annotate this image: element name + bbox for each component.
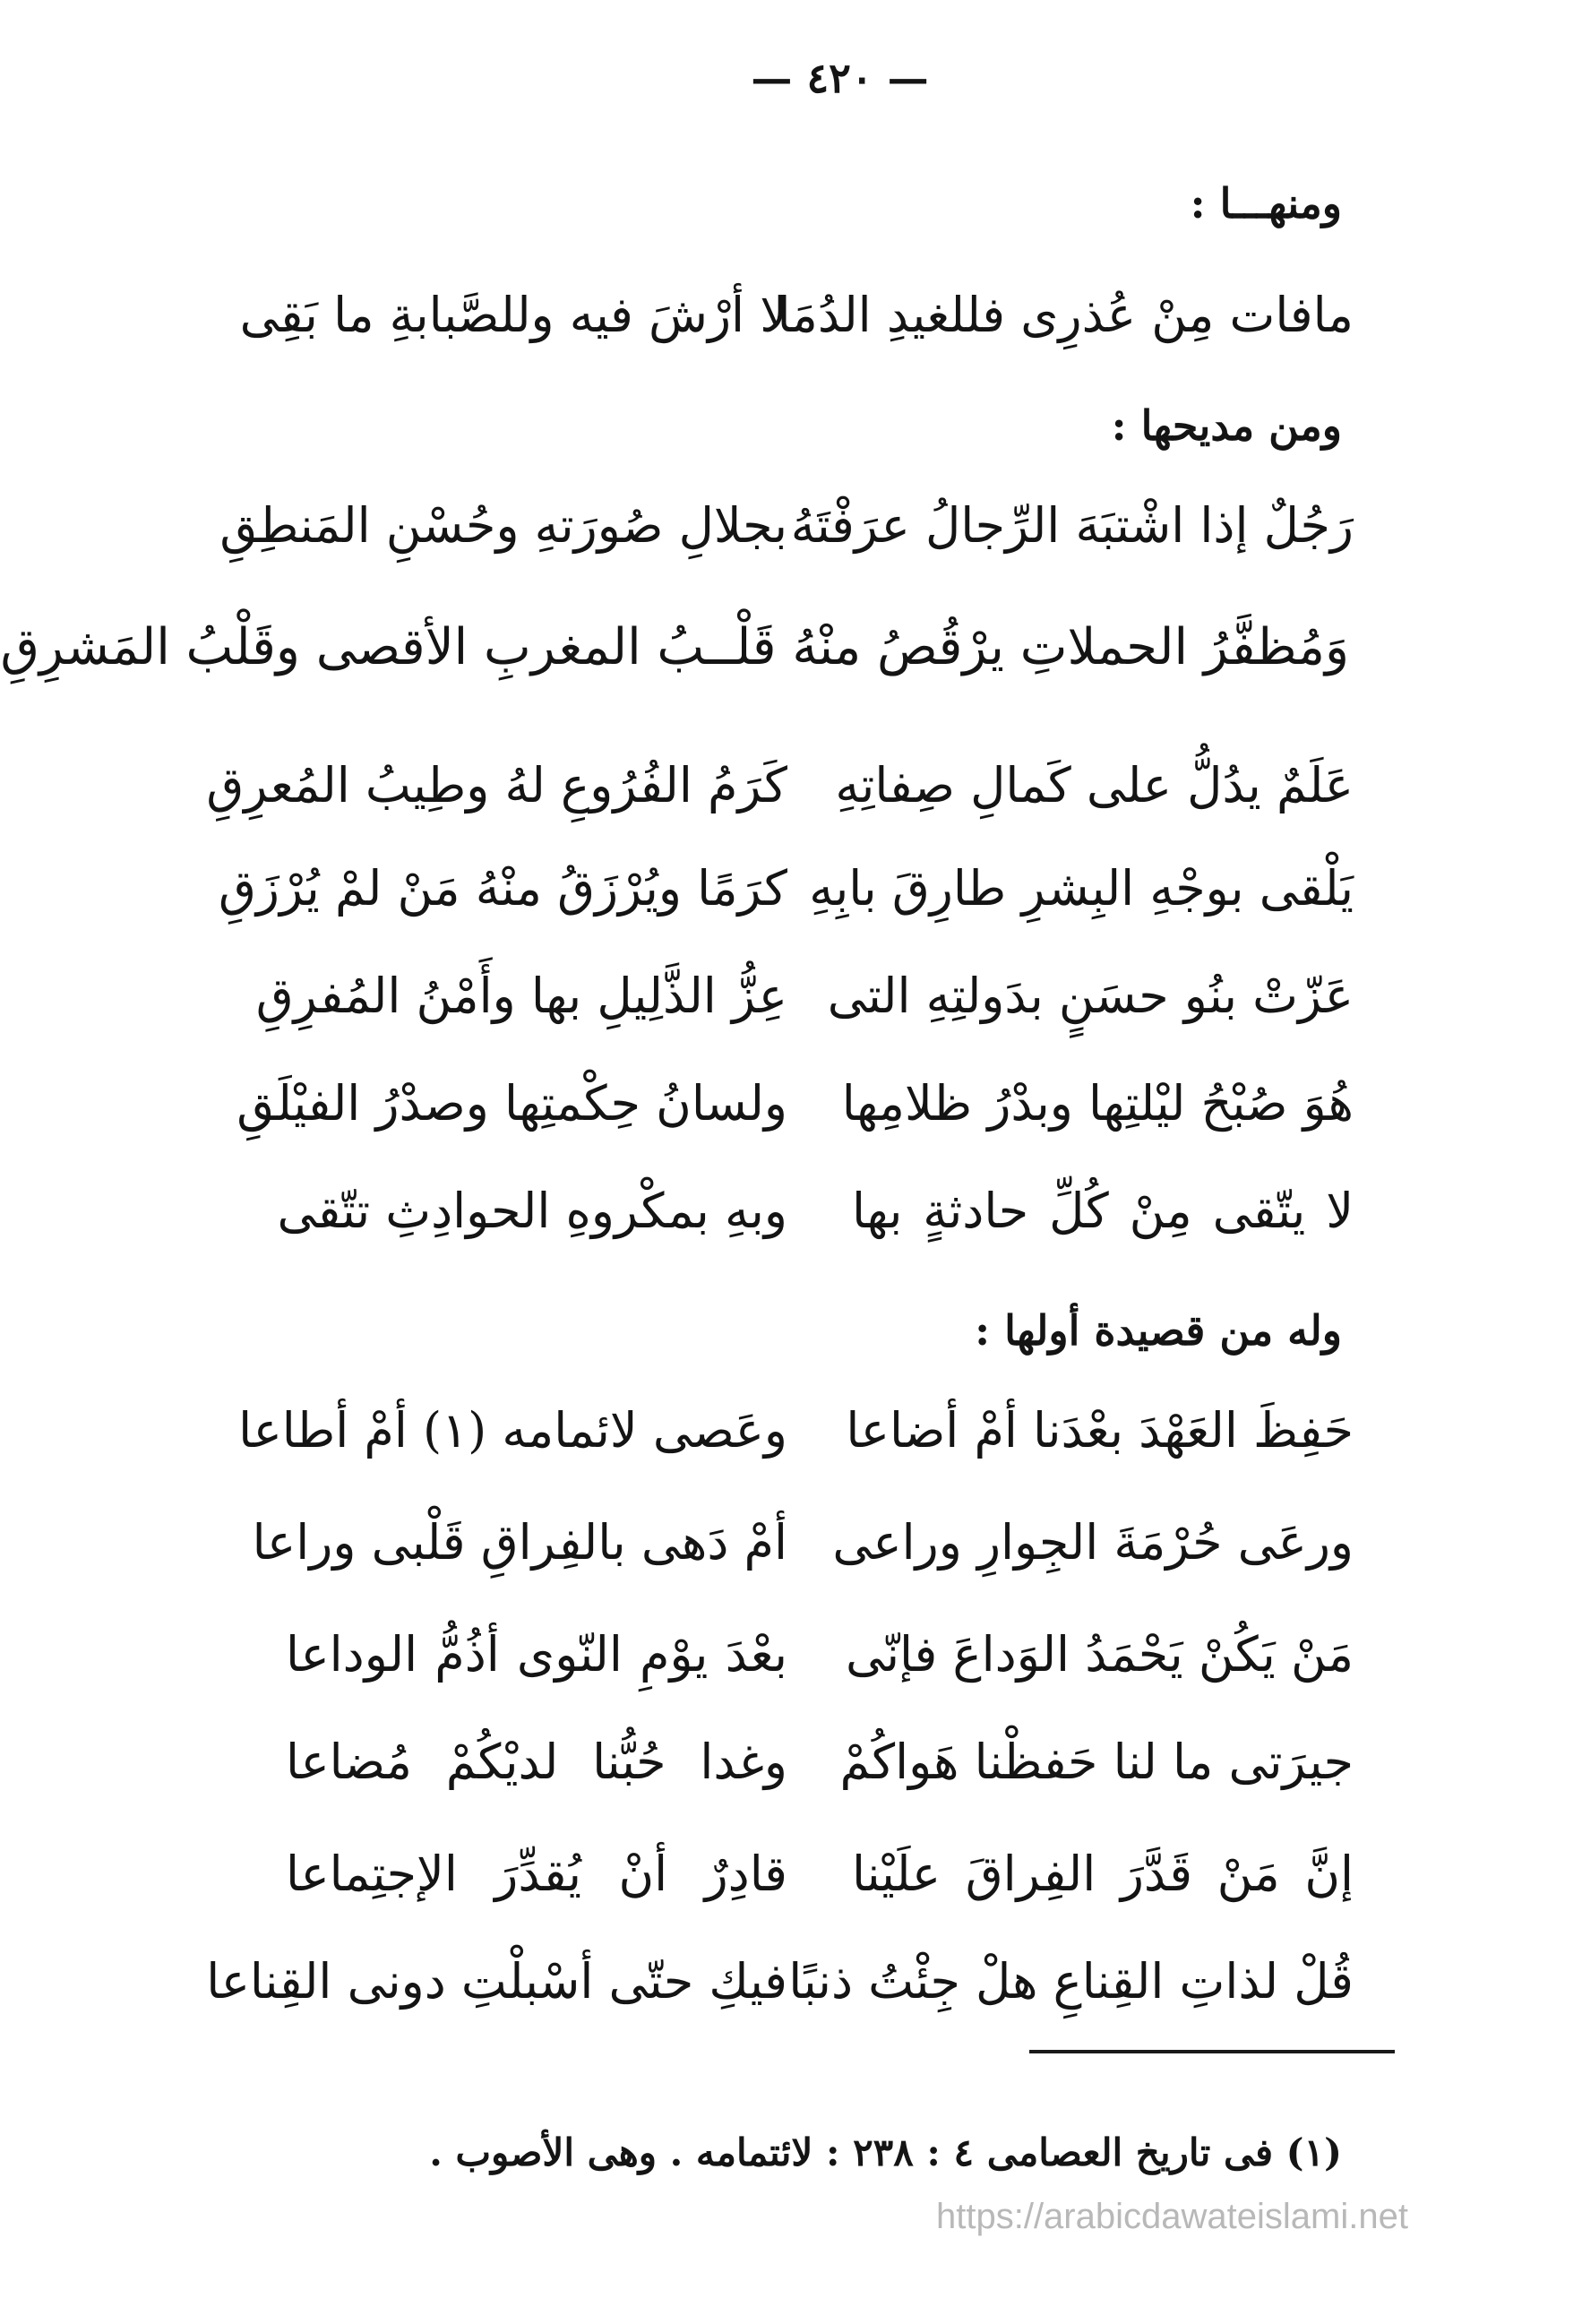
verse-line — [206, 757, 1354, 838]
verse-first-hemistich: عَلَمٌ يدُلُّ على كَمالِ صِفاتِهِ — [835, 757, 1354, 813]
verse-first-hemistich: حَفِظَ العَهْدَ بعْدَنا أمْ أضاعا — [846, 1402, 1354, 1459]
verse-second-hemistich: وغدا حُبُّنا لديْكُمْ مُضاعا — [286, 1734, 787, 1790]
verse-second-hemistich: أمْ دَهى بالفِراقِ قَلْبى وراعا — [252, 1514, 787, 1571]
verse-first-hemistich: عَزّتْ بنُو حسَنٍ بدَولتِهِ التى — [827, 968, 1354, 1024]
verse-line — [252, 1514, 1354, 1595]
section-heading: ومنهـــا : — [1190, 179, 1342, 228]
page-number: — ٤٢٠ — — [751, 54, 929, 102]
verse-first-hemistich: مافات مِنْ عُذرِى فللغيدِ الدُمَا — [777, 287, 1354, 343]
verse-second-hemistich: وعَصى لائمامه (١) أمْ أطاعا — [238, 1402, 787, 1459]
verse-first-hemistich: جيرَتى ما لنا حَفظْنا هَواكُمْ — [839, 1734, 1354, 1790]
verse-second-hemistich: قادِرٌ أنْ يُقدِّرَ الإجتِماعا — [286, 1846, 787, 1902]
verse-line — [239, 287, 1354, 367]
verse-line — [219, 860, 1354, 941]
watermark: https://arabicdawateislami.net — [936, 2197, 1408, 2236]
verse-second-hemistich: عِزُّ الذَّلِيلِ بها وأَمْنُ المُفرِقِ — [255, 968, 787, 1024]
verse-first-hemistich: يَلْقى بوجْهِ البِشرِ طارِقَ بابِهِ — [809, 860, 1354, 917]
verse-second-hemistich: كَرَمُ الفُرُوعِ لهُ وطِيبُ المُعرِقِ — [206, 757, 787, 813]
verse-line-full: وَمُظفَّرُ الحملاتِ يرْقُصُ منْهُ قَلْــبُ المغربِ الأقصى وقَلْبُ المَشرِقِ — [0, 618, 1349, 676]
verse-line — [238, 1402, 1354, 1483]
footnote: (١) فى تاريخ العصامى ٤ : ٢٣٨ : لائتمامه . وهى الأصوب . — [429, 2130, 1342, 2174]
verse-line — [286, 1734, 1354, 1814]
section-heading: ومن مديحها : — [1111, 401, 1342, 450]
verse-first-hemistich: مَنْ يَكُنْ يَحْمَدُ الوَداعَ فإنّى — [845, 1626, 1354, 1683]
verse-first-hemistich: إنَّ مَنْ قَدَّرَ الفِراقَ علَيْنا — [852, 1846, 1354, 1902]
verse-line — [277, 1183, 1354, 1263]
verse-second-hemistich: وبهِ بمكْروهِ الحوادِثِ تتّقى — [277, 1183, 787, 1239]
verse-line — [236, 1075, 1354, 1156]
verse-line — [206, 1953, 1354, 2034]
verse-second-hemistich: فيكِ حتّى أسْبلْتِ دونى القِناعا — [206, 1953, 787, 2010]
verse-first-hemistich: رَجُلٌ إذا اشْتبَهَ الرِّجالُ عرَفْتَهُ — [790, 497, 1354, 554]
verse-line — [255, 968, 1354, 1048]
verse-second-hemistich: ولسانُ حِكْمتِها وصدْرُ الفيْلَقِ — [236, 1075, 787, 1132]
verse-second-hemistich: بعْدَ يوْمِ النّوى أذُمُّ الوداعا — [286, 1626, 787, 1683]
verse-first-hemistich: ورعَى حُرْمَةَ الجِوارِ وراعى — [832, 1514, 1354, 1571]
verse-line — [286, 1846, 1354, 1926]
verse-second-hemistich: لا أرْشَ فيه وللصَّبابةِ ما بَقِى — [239, 287, 787, 343]
verse-line — [219, 497, 1354, 578]
verse-first-hemistich: هُوَ صُبْحُ ليْلتِها وبدْرُ ظلامِها — [841, 1075, 1354, 1132]
verse-line — [286, 1626, 1354, 1707]
verse-second-hemistich: بجلالِ صُورَتهِ وحُسْنِ المَنطِقِ — [219, 497, 787, 554]
verse-first-hemistich: قُلْ لذاتِ القِناعِ هلْ جِئْتُ ذنبًا — [788, 1953, 1354, 2010]
section-heading: وله من قصيدة أولها : — [975, 1306, 1342, 1355]
verse-first-hemistich: لا يتّقى مِنْ كُلِّ حادثةٍ بها — [852, 1183, 1354, 1239]
footnote-divider — [1029, 2050, 1395, 2053]
verse-second-hemistich: كرَمًا ويُرْزَقُ منْهُ مَنْ لمْ يُرْزَقِ — [219, 860, 787, 917]
